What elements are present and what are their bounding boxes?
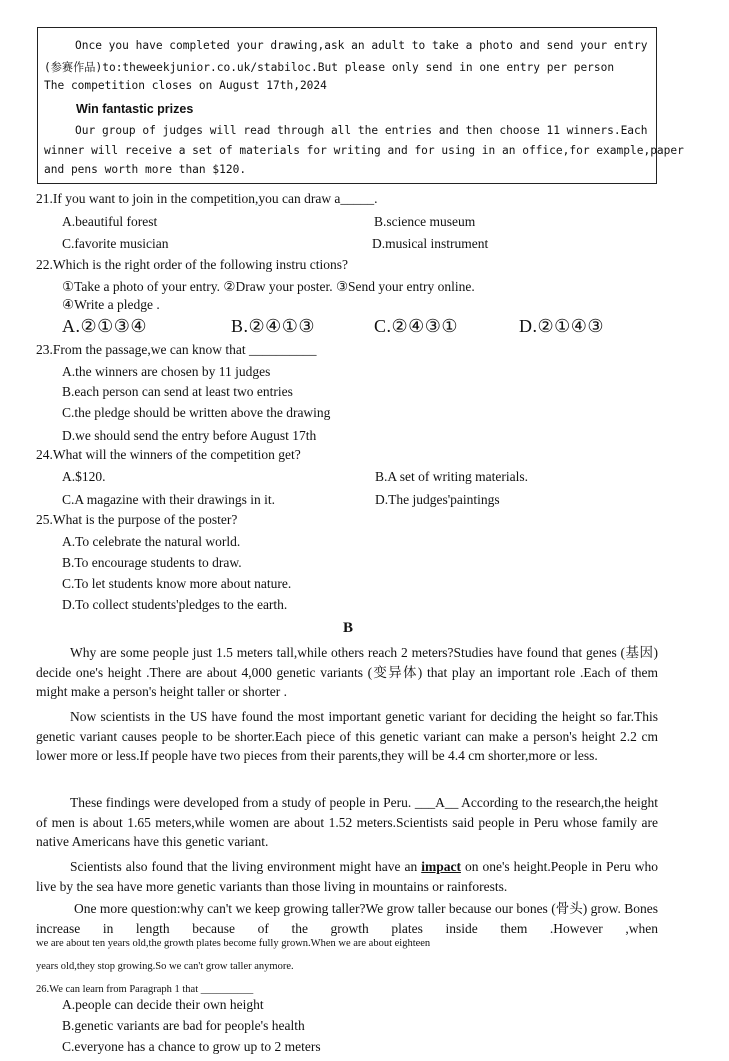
option-d: D.To collect students'pledges to the earth. (62, 597, 288, 612)
instruction-line: ④Write a pledge . (62, 297, 160, 312)
option-b: B.A set of writing materials. (375, 469, 528, 484)
paragraph-3-text: According to the research,the height of men is about 1.65 meters,while women are about 1.52 meters.Scientists said people in Peru whose family are native Americans have this genetic variant. (36, 795, 659, 849)
option-b: B.②④①③ (231, 316, 316, 336)
option-d: D.②①④③ (519, 316, 605, 336)
paragraph-4-text: Scientists also found that the living environment might have an (70, 859, 422, 874)
question-23: 23.From the passage,we can know that __________ (36, 342, 317, 357)
paragraph-4 (36, 857, 658, 896)
question-24: 24.What will the winners of the competition get? (36, 447, 301, 462)
question-22: 22.Which is the right order of the following instru ctions? (36, 257, 348, 272)
notice-line: The competition closes on August 17th,2024 (44, 79, 327, 92)
paragraph-5: One more question:why can't we keep growing taller?We grow taller because our bones (骨头) grow. Bones increase in length because of the growth plates inside them .However ,when (36, 901, 658, 936)
question-26: 26.We can learn from Paragraph 1 that __________ (36, 984, 254, 995)
answer-blank: ___A__ (414, 795, 459, 810)
option-b: B.each person can send at least two entries (62, 384, 293, 399)
notice-line: winner will receive a set of materials for writing and for using in an office,for example,paper (44, 144, 684, 157)
option-b: B.genetic variants are bad for people's health (62, 1018, 305, 1033)
option-c: C.favorite musician (62, 236, 169, 251)
option-a: A.To celebrate the natural world. (62, 534, 241, 549)
instruction-line: ①Take a photo of your entry. ②Draw your poster. ③Send your entry online. (62, 279, 475, 294)
paragraph-5-line: we are about ten years old,the growth plates become fully grown.When we are about eighteen (36, 938, 431, 949)
question-25: 25.What is the purpose of the poster? (36, 512, 238, 527)
question-21: 21.If you want to join in the competition,you can draw a_____. (36, 191, 378, 206)
paragraph-1: Why are some people just 1.5 meters tall,while others reach 2 meters?Studies have found that genes (基因) decide one's height .There are about 4,000 genetic variants (变异体) that play an important role .Each of them might make a person's height taller or shorter . (36, 645, 658, 699)
notice-line: Our group of judges will read through all the entries and then choose 11 winners.Each (75, 124, 648, 137)
paragraph-2: Now scientists in the US have found the most important genetic variant for deciding the height so far.This genetic variant causes people to be shorter.Each piece of this genetic variant can make a person's height 2.2 cm lower more or less.If people have two pieces from their parents,they will be 4.4 cm shorter,more or less. (36, 709, 658, 763)
option-a: A.people can decide their own height (62, 997, 264, 1012)
notice-line: Once you have completed your drawing,ask an adult to take a photo and send your entry (75, 39, 648, 52)
option-c: C.②④③① (374, 316, 459, 336)
underlined-word: impact (421, 859, 461, 874)
option-a: A.②①③④ (62, 316, 148, 336)
option-c: C.A magazine with their drawings in it. (62, 492, 275, 507)
paragraph-5-line: years old,they stop growing.So we can't grow taller anymore. (36, 961, 294, 972)
option-d: D.we should send the entry before August 17th (62, 428, 317, 443)
option-c: C.the pledge should be written above the drawing (62, 405, 331, 420)
option-c: C.To let students know more about nature. (62, 576, 292, 591)
option-a: A.$120. (62, 469, 106, 484)
option-a: A.beautiful forest (62, 214, 158, 229)
option-d: D.musical instrument (372, 236, 489, 251)
notice-heading: Win fantastic prizes (76, 102, 194, 116)
notice-box (37, 27, 684, 184)
paragraph-3 (36, 793, 658, 852)
option-d: D.The judges'paintings (375, 492, 500, 507)
option-a: A.the winners are chosen by 11 judges (62, 364, 271, 379)
paragraph-4-text: on one's height.People in Peru who live by the sea have more genetic variants than those living in mountains or rainforests. (36, 859, 658, 894)
section-label: B (343, 620, 354, 636)
option-b: B.To encourage students to draw. (62, 555, 242, 570)
notice-line: and pens worth more than $120. (44, 163, 247, 176)
notice-line: (参赛作品)to:theweekjunior.co.uk/stabiloc.But please only send in one entry per person (44, 61, 615, 74)
option-b: B.science museum (374, 214, 476, 229)
option-c: C.everyone has a chance to grow up to 2 meters (62, 1039, 321, 1054)
paragraph-3-text: These findings were developed from a study of people in Peru. (70, 795, 412, 810)
